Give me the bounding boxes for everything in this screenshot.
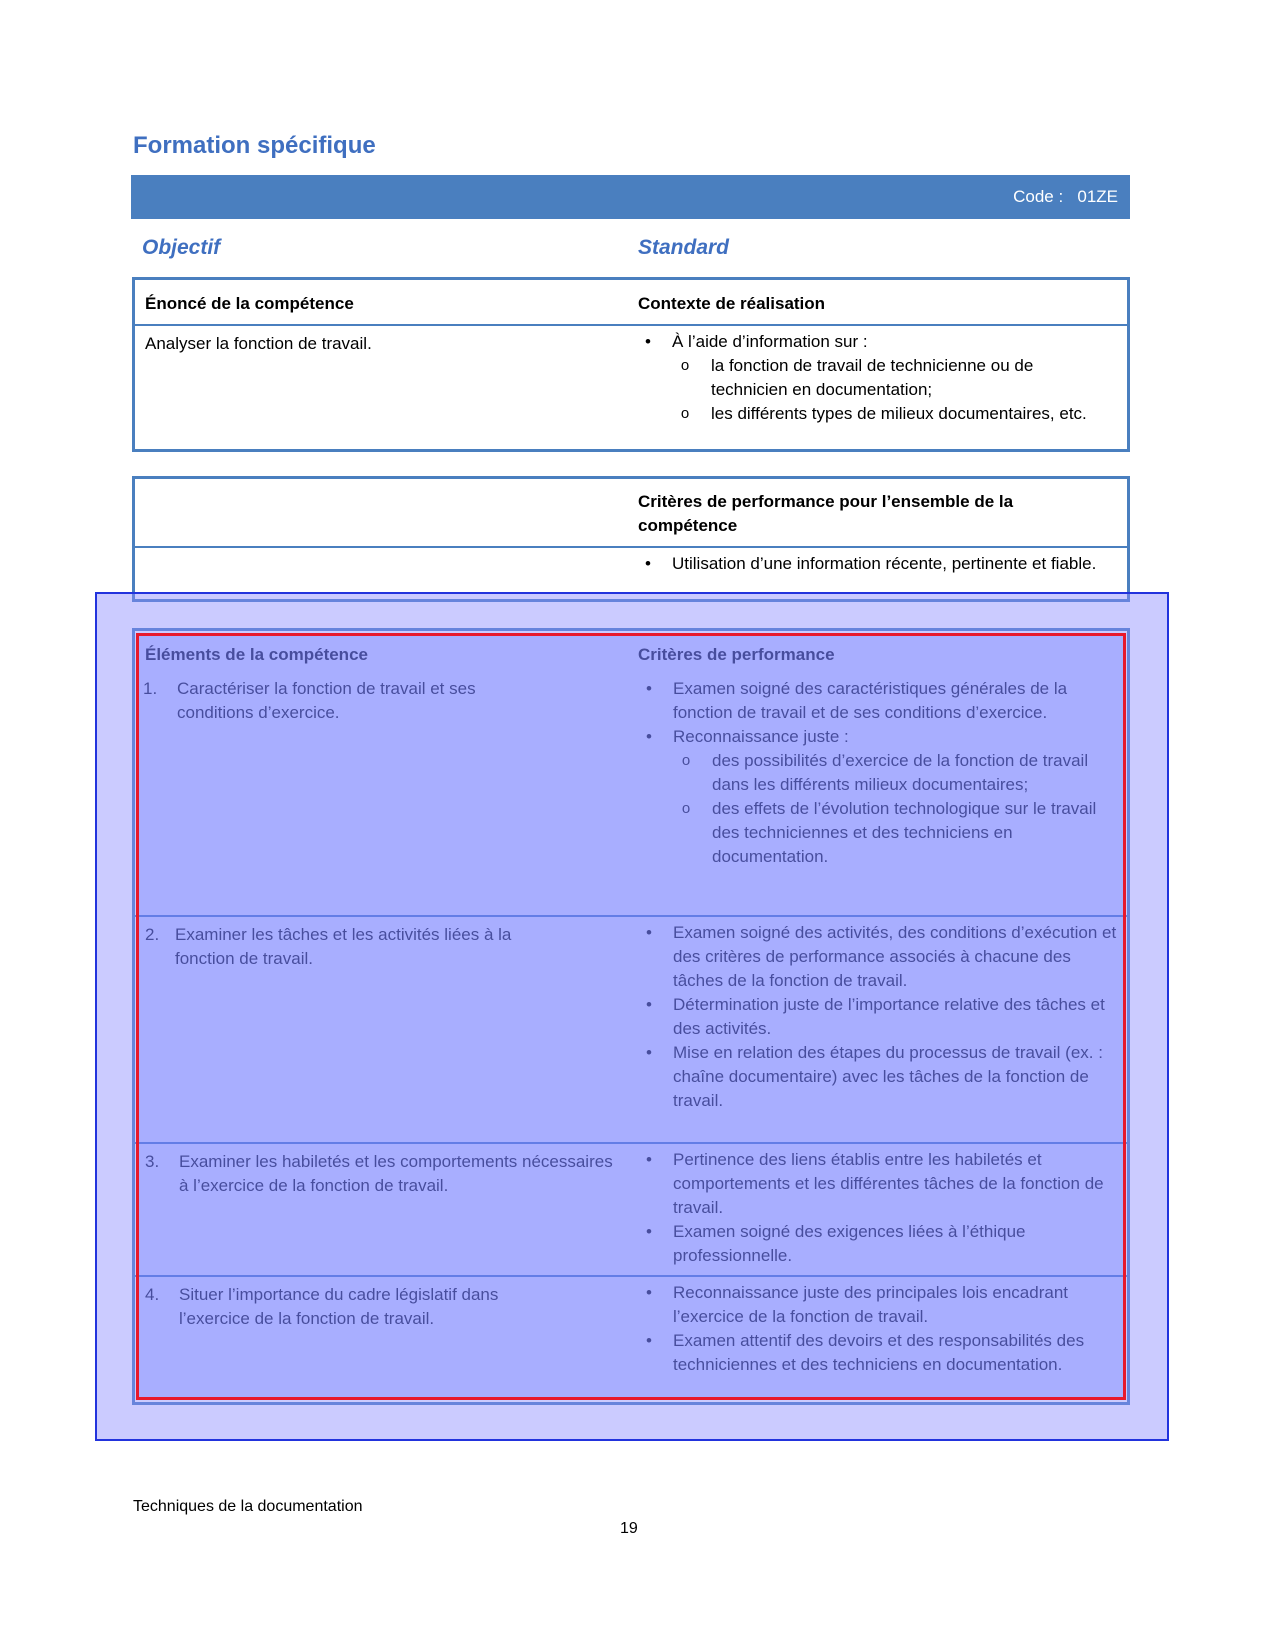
sub-bullet-icon: o — [681, 752, 691, 769]
table3-header-row — [135, 631, 1127, 677]
criterion-text: Examen soigné des exigences liées à l’éthique professionnelle. — [673, 1222, 1026, 1265]
criterion-text: Examen soigné des activités, des conditions d’exécution et des critères de performance associés à chacune des tâches de la fonction de travail. — [673, 923, 1117, 990]
list-item — [646, 1148, 1117, 1220]
list-item — [680, 402, 1112, 426]
list-item — [646, 1329, 1117, 1377]
bullet-icon: • — [646, 1331, 652, 1350]
table1-body-row — [135, 324, 1127, 446]
bullet-icon: • — [646, 1043, 652, 1062]
bullet-icon: • — [646, 1222, 652, 1241]
statement-header: Énoncé de la compétence — [145, 294, 354, 313]
criterion-subtext: des possibilités d’exercice de la fonction de travail dans les différents milieux documentaires; — [712, 751, 1089, 794]
context-item: les différents types de milieux documentaires, etc. — [711, 404, 1087, 423]
element-item — [145, 1150, 620, 1198]
context-header: Contexte de réalisation — [638, 294, 826, 313]
criterion-text: Examen attentif des devoirs et des responsabilités des techniciennes et des techniciens en documentation. — [673, 1331, 1085, 1374]
competency-code: Code : 01ZE — [1013, 187, 1118, 206]
criteria-cell — [646, 1281, 1117, 1377]
elements-table — [132, 628, 1130, 1405]
list-item — [646, 1220, 1117, 1268]
criteria-cell — [646, 677, 1117, 869]
list-item — [681, 749, 1117, 797]
criterion-text: Mise en relation des étapes du processus de travail (ex. : chaîne documentaire) avec les tâches de la fonction de travail. — [673, 1043, 1103, 1110]
sub-bullet-icon: o — [680, 405, 690, 422]
sub-bullet-icon: o — [681, 800, 691, 817]
bullet-icon: • — [646, 679, 652, 698]
context-item: la fonction de travail de technicienne ou de technicien en documentation; — [711, 356, 1034, 399]
table-row — [135, 1275, 1127, 1405]
table2-header-row — [135, 479, 1127, 546]
element-item — [145, 923, 565, 971]
table-row — [135, 677, 1127, 915]
element-text: Situer l’importance du cadre législatif dans l’exercice de la fonction de travail. — [179, 1285, 499, 1328]
bullet-icon: • — [646, 923, 652, 942]
list-item — [646, 1041, 1117, 1113]
sub-bullet-icon: o — [680, 357, 690, 374]
bullet-icon: • — [646, 1150, 652, 1169]
list-item — [646, 993, 1117, 1041]
competency-statement-table — [132, 277, 1130, 452]
element-text: Examiner les habiletés et les comportements nécessaires à l’exercice de la fonction de travail. — [179, 1152, 613, 1195]
element-cell — [143, 677, 543, 725]
competency-statement: Analyser la fonction de travail. — [145, 334, 372, 353]
list-item — [646, 1281, 1117, 1329]
list-item — [646, 921, 1117, 993]
element-number: 2. — [145, 925, 160, 944]
list-item — [645, 552, 1112, 576]
code-bar — [131, 175, 1130, 219]
global-criterion: Utilisation d’une information récente, pertinente et fiable. — [672, 554, 1097, 573]
context-intro: À l’aide d’information sur : — [672, 332, 868, 351]
element-item — [143, 677, 543, 725]
criterion-text: Reconnaissance juste des principales lois encadrant l’exercice de la fonction de travail. — [673, 1283, 1069, 1326]
list-item — [681, 797, 1117, 869]
element-text: Examiner les tâches et les activités liées à la fonction de travail. — [175, 925, 512, 968]
list-item — [646, 725, 1117, 749]
list-item — [680, 354, 1112, 402]
bullet-icon: • — [646, 995, 652, 1014]
element-cell — [145, 1283, 565, 1331]
criteria-cell — [646, 1148, 1117, 1268]
page-number: 19 — [620, 1520, 638, 1537]
table1-header-row — [135, 280, 1127, 324]
criterion-subtext: des effets de l’évolution technologique sur le travail des techniciennes et des techniciens en documentation. — [712, 799, 1097, 866]
footer-program: Techniques de la documentation — [133, 1498, 363, 1515]
global-criteria-header: Critères de performance pour l’ensemble de la compétence — [638, 492, 1014, 535]
elements-header: Éléments de la compétence — [145, 645, 368, 664]
element-number: 4. — [145, 1285, 160, 1304]
element-text: Caractériser la fonction de travail et ses conditions d’exercice. — [177, 679, 476, 722]
global-criteria-table — [132, 476, 1130, 602]
criterion-text: Examen soigné des caractéristiques générales de la fonction de travail et de ses conditions d’exercice. — [673, 679, 1068, 722]
bullet-icon: • — [645, 554, 651, 573]
criteria-cell — [646, 921, 1117, 1113]
bullet-icon: • — [646, 1283, 652, 1302]
page-title: Formation spécifique — [133, 132, 376, 159]
bullet-icon: • — [646, 727, 652, 746]
global-criteria-list — [645, 552, 1112, 576]
criteria-header: Critères de performance — [638, 645, 835, 664]
element-number: 1. — [143, 679, 158, 698]
table-row — [135, 915, 1127, 1142]
standard-heading: Standard — [638, 236, 730, 259]
element-item — [145, 1283, 565, 1331]
criterion-text: Pertinence des liens établis entre les habiletés et comportements et les différentes tâches de la fonction de travail. — [673, 1150, 1104, 1217]
bullet-icon: • — [645, 332, 651, 351]
element-cell — [145, 1150, 620, 1198]
list-item — [645, 330, 1112, 354]
criterion-text: Reconnaissance juste : — [673, 727, 849, 746]
element-number: 3. — [145, 1152, 160, 1171]
objective-heading: Objectif — [142, 236, 221, 259]
table2-body-row — [135, 546, 1127, 600]
list-item — [646, 677, 1117, 725]
criterion-text: Détermination juste de l’importance relative des tâches et des activités. — [673, 995, 1105, 1038]
context-list — [645, 330, 1112, 426]
table-row — [135, 1142, 1127, 1275]
element-cell — [145, 923, 565, 971]
